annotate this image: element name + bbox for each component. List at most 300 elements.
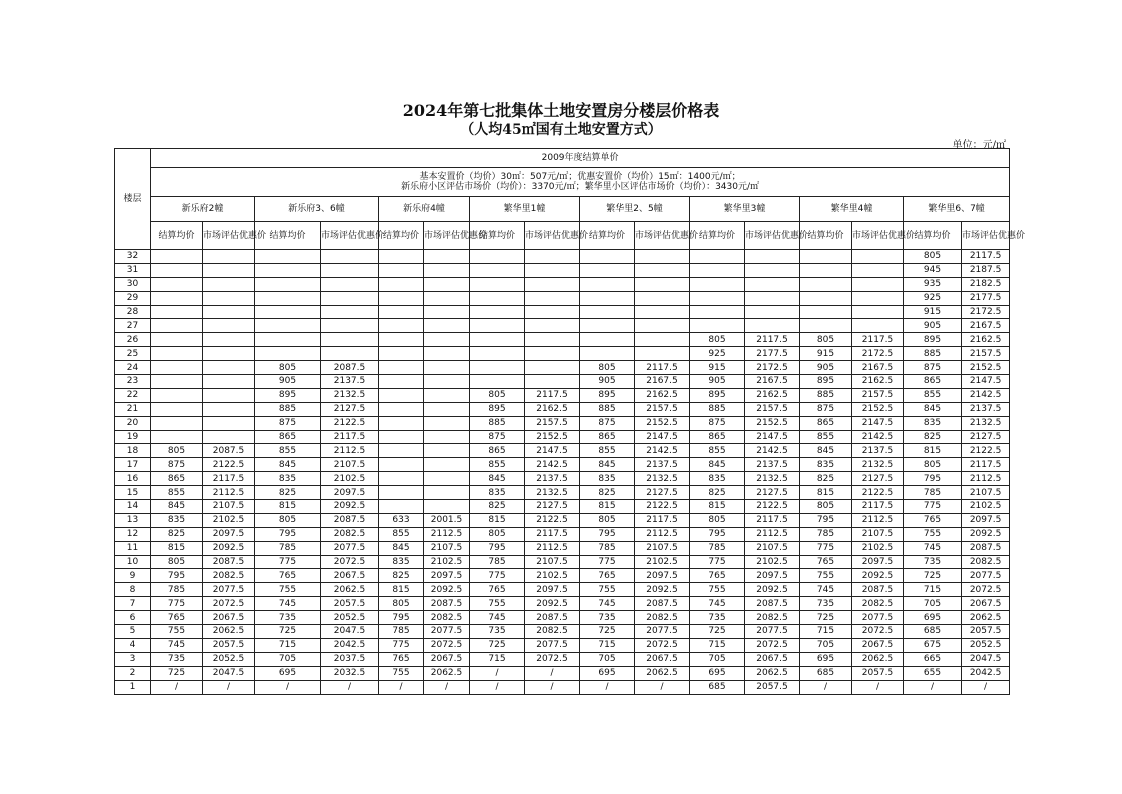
price-cell: 825 (470, 500, 525, 514)
table-row (115, 472, 1010, 486)
price-cell: 2032.5 (321, 666, 379, 680)
price-cell: 2067.5 (635, 652, 690, 666)
price-cell (424, 319, 470, 333)
price-cell: 2087.5 (962, 541, 1010, 555)
table-row (115, 291, 1010, 305)
price-cell (852, 250, 904, 264)
price-cell: 755 (580, 583, 635, 597)
price-cell (470, 333, 525, 347)
price-cell (321, 319, 379, 333)
price-cell (580, 347, 635, 361)
price-cell (580, 263, 635, 277)
table-row (115, 277, 1010, 291)
price-cell: 805 (255, 513, 321, 527)
price-cell: 845 (255, 458, 321, 472)
price-cell (800, 319, 852, 333)
price-cell: 735 (151, 652, 203, 666)
price-cell: 845 (470, 472, 525, 486)
price-cell (151, 430, 203, 444)
price-cell: 2162.5 (962, 333, 1010, 347)
price-cell: 2062.5 (745, 666, 800, 680)
price-cell: 775 (690, 555, 745, 569)
price-cell: 835 (255, 472, 321, 486)
price-cell: 835 (379, 555, 424, 569)
price-cell: 2147.5 (745, 430, 800, 444)
price-cell: 2097.5 (745, 569, 800, 583)
price-cell: 785 (800, 527, 852, 541)
price-cell: 855 (470, 458, 525, 472)
price-cell (852, 291, 904, 305)
price-cell: 905 (690, 375, 745, 389)
price-cell (379, 500, 424, 514)
price-cell: 2107.5 (635, 541, 690, 555)
floor-cell: 15 (115, 486, 151, 500)
price-cell (852, 319, 904, 333)
price-cell (745, 291, 800, 305)
price-cell: 815 (580, 500, 635, 514)
price-cell: / (203, 680, 255, 694)
price-cell: 2102.5 (852, 541, 904, 555)
price-cell (525, 277, 580, 291)
price-cell: 2107.5 (962, 486, 1010, 500)
price-cell: 2087.5 (321, 361, 379, 375)
price-cell: 815 (151, 541, 203, 555)
price-cell: 2102.5 (962, 500, 1010, 514)
price-cell: 2001.5 (424, 513, 470, 527)
price-cell: 2117.5 (525, 388, 580, 402)
price-cell: 765 (379, 652, 424, 666)
price-cell (203, 305, 255, 319)
price-cell: 2112.5 (852, 513, 904, 527)
price-cell (379, 361, 424, 375)
price-cell: 805 (151, 444, 203, 458)
price-cell: 805 (800, 500, 852, 514)
price-cell (255, 319, 321, 333)
price-cell: 2187.5 (962, 263, 1010, 277)
price-cell: 2122.5 (745, 500, 800, 514)
price-cell: 2137.5 (852, 444, 904, 458)
price-cell: 2057.5 (852, 666, 904, 680)
price-cell: 845 (580, 458, 635, 472)
price-cell: 2072.5 (203, 597, 255, 611)
price-cell: 2122.5 (635, 500, 690, 514)
floor-cell: 3 (115, 652, 151, 666)
price-cell (379, 305, 424, 319)
price-cell (203, 277, 255, 291)
price-cell (379, 388, 424, 402)
price-cell: 2062.5 (203, 625, 255, 639)
price-cell: 2077.5 (203, 583, 255, 597)
price-cell: 695 (800, 652, 852, 666)
price-cell (525, 250, 580, 264)
price-cell: 2137.5 (321, 375, 379, 389)
price-cell: 2092.5 (321, 500, 379, 514)
price-cell: 2092.5 (424, 583, 470, 597)
floor-cell: 27 (115, 319, 151, 333)
price-cell: 2127.5 (525, 500, 580, 514)
price-cell (379, 250, 424, 264)
price-cell (635, 333, 690, 347)
price-cell: 835 (904, 416, 962, 430)
price-cell (379, 375, 424, 389)
price-cell: 755 (255, 583, 321, 597)
price-cell: 765 (690, 569, 745, 583)
price-cell (580, 305, 635, 319)
price-cell: 705 (255, 652, 321, 666)
price-cell: 2082.5 (424, 611, 470, 625)
price-cell: 725 (904, 569, 962, 583)
price-cell: 2142.5 (525, 458, 580, 472)
table-row (115, 680, 1010, 694)
price-cell: 2152.5 (962, 361, 1010, 375)
price-cell: 2117.5 (525, 527, 580, 541)
price-cell: 2147.5 (962, 375, 1010, 389)
price-cell: 2052.5 (203, 652, 255, 666)
price-cell: 715 (470, 652, 525, 666)
price-cell: 865 (470, 444, 525, 458)
price-cell: 745 (690, 597, 745, 611)
price-cell: 665 (904, 652, 962, 666)
floor-cell: 5 (115, 625, 151, 639)
price-cell: 845 (800, 444, 852, 458)
price-cell: 2162.5 (635, 388, 690, 402)
price-cell: 725 (255, 625, 321, 639)
building-header: 繁华里2、5幢 (580, 197, 690, 222)
price-cell: / (424, 680, 470, 694)
price-cell (424, 333, 470, 347)
price-cell: 2122.5 (203, 458, 255, 472)
price-cell: 2062.5 (321, 583, 379, 597)
price-cell: 2122.5 (852, 486, 904, 500)
price-cell: 2107.5 (203, 500, 255, 514)
price-cell (424, 347, 470, 361)
price-cell: 675 (904, 638, 962, 652)
price-cell: 875 (255, 416, 321, 430)
price-cell: 685 (690, 680, 745, 694)
floor-cell: 12 (115, 527, 151, 541)
price-cell: 775 (379, 638, 424, 652)
price-cell (424, 416, 470, 430)
price-cell: 2097.5 (852, 555, 904, 569)
price-cell: 915 (904, 305, 962, 319)
price-cell (424, 402, 470, 416)
price-cell: 2042.5 (962, 666, 1010, 680)
base-price-line-2: 新乐府小区评估市场价（均价）：3370元/㎡；繁华里小区评估市场价（均价）：3430元/㎡ (401, 182, 760, 192)
building-header: 繁华里4幢 (800, 197, 904, 222)
price-cell: 2062.5 (962, 611, 1010, 625)
price-cell: 725 (580, 625, 635, 639)
floor-cell: 8 (115, 583, 151, 597)
price-cell (424, 458, 470, 472)
price-cell: 2067.5 (852, 638, 904, 652)
price-cell: 2107.5 (424, 541, 470, 555)
page-subtitle: （人均45㎡国有土地安置方式） (460, 122, 662, 138)
price-cell: 765 (255, 569, 321, 583)
price-cell: 805 (255, 361, 321, 375)
table-row (115, 458, 1010, 472)
price-cell: 785 (151, 583, 203, 597)
price-cell: 2142.5 (852, 430, 904, 444)
price-cell: 2102.5 (321, 472, 379, 486)
price-cell: 2057.5 (203, 638, 255, 652)
price-cell (379, 319, 424, 333)
price-cell: 2072.5 (321, 555, 379, 569)
price-cell (255, 263, 321, 277)
price-cell: 865 (151, 472, 203, 486)
price-cell: 835 (580, 472, 635, 486)
price-cell: / (525, 680, 580, 694)
floor-cell: 30 (115, 277, 151, 291)
price-cell: 2127.5 (635, 486, 690, 500)
price-cell (470, 375, 525, 389)
table-row (115, 444, 1010, 458)
price-cell: 2137.5 (525, 472, 580, 486)
price-cell: 745 (580, 597, 635, 611)
price-cell: 775 (904, 500, 962, 514)
price-cell: 2112.5 (745, 527, 800, 541)
price-cell: 2102.5 (525, 569, 580, 583)
table-row (115, 625, 1010, 639)
table-row (115, 388, 1010, 402)
price-cell: 725 (470, 638, 525, 652)
price-cell (635, 250, 690, 264)
price-table (114, 148, 1026, 695)
price-cell: 895 (255, 388, 321, 402)
table-row (115, 347, 1010, 361)
price-cell (745, 319, 800, 333)
price-cell: 2132.5 (321, 388, 379, 402)
price-cell: 805 (904, 458, 962, 472)
price-cell: 705 (580, 652, 635, 666)
price-cell: 2112.5 (203, 486, 255, 500)
price-cell: 825 (904, 430, 962, 444)
price-cell: 895 (580, 388, 635, 402)
price-cell: 895 (690, 388, 745, 402)
table-row (115, 305, 1010, 319)
price-cell: 2117.5 (962, 458, 1010, 472)
price-cell: 875 (904, 361, 962, 375)
price-cell (151, 416, 203, 430)
price-cell: / (321, 680, 379, 694)
market-discount-price-header: 市场评估优惠价 (745, 222, 800, 250)
price-cell (470, 277, 525, 291)
price-cell (255, 333, 321, 347)
price-cell: 765 (151, 611, 203, 625)
price-cell: 2057.5 (962, 625, 1010, 639)
price-cell: 2162.5 (525, 402, 580, 416)
price-cell: 2167.5 (635, 375, 690, 389)
price-cell: 905 (800, 361, 852, 375)
price-cell: 2102.5 (635, 555, 690, 569)
price-cell: / (525, 666, 580, 680)
price-cell (203, 333, 255, 347)
price-cell: 795 (470, 541, 525, 555)
price-cell: 2072.5 (424, 638, 470, 652)
price-cell: 855 (800, 430, 852, 444)
price-cell (800, 263, 852, 277)
price-cell (852, 277, 904, 291)
price-cell: 865 (690, 430, 745, 444)
price-cell: 875 (470, 430, 525, 444)
price-cell: 2062.5 (635, 666, 690, 680)
price-cell: 745 (255, 597, 321, 611)
price-cell: 695 (690, 666, 745, 680)
price-cell (690, 305, 745, 319)
price-cell: 2142.5 (635, 444, 690, 458)
price-cell: 2052.5 (962, 638, 1010, 652)
price-cell (525, 361, 580, 375)
price-cell: 825 (800, 472, 852, 486)
building-header: 繁华里3幢 (690, 197, 800, 222)
price-cell: 795 (800, 513, 852, 527)
table-row (115, 555, 1010, 569)
market-discount-price-header: 市场评估优惠价 (321, 222, 379, 250)
price-cell: 715 (580, 638, 635, 652)
price-cell (745, 305, 800, 319)
floor-header: 楼层 (115, 149, 151, 250)
price-cell: 715 (800, 625, 852, 639)
price-cell (151, 319, 203, 333)
price-cell: 815 (904, 444, 962, 458)
price-cell: 2072.5 (635, 638, 690, 652)
table-row (115, 319, 1010, 333)
floor-cell: 18 (115, 444, 151, 458)
price-cell: 845 (379, 541, 424, 555)
price-cell: 2087.5 (203, 444, 255, 458)
price-cell (852, 263, 904, 277)
price-cell: 2157.5 (852, 388, 904, 402)
price-cell: 2117.5 (852, 500, 904, 514)
price-cell (151, 347, 203, 361)
price-cell: 2127.5 (852, 472, 904, 486)
price-cell: 2087.5 (852, 583, 904, 597)
price-cell: 2112.5 (525, 541, 580, 555)
price-cell (203, 416, 255, 430)
price-cell: 2142.5 (962, 388, 1010, 402)
price-cell: 2062.5 (852, 652, 904, 666)
table-row (115, 333, 1010, 347)
price-cell: 835 (800, 458, 852, 472)
price-cell (203, 375, 255, 389)
price-cell (203, 291, 255, 305)
price-cell (321, 277, 379, 291)
price-cell (379, 472, 424, 486)
price-cell: 815 (470, 513, 525, 527)
price-cell: / (852, 680, 904, 694)
price-cell: 2112.5 (321, 444, 379, 458)
price-cell: / (255, 680, 321, 694)
table-row (115, 513, 1010, 527)
base-price-line-1: 基本安置价（均价）30㎡：507元/㎡；优惠安置价（均价）15㎡：1400元/㎡； (419, 172, 741, 182)
price-cell: 765 (904, 513, 962, 527)
price-cell (525, 263, 580, 277)
price-cell: 715 (690, 638, 745, 652)
price-cell: 795 (151, 569, 203, 583)
price-cell: 935 (904, 277, 962, 291)
table-row (115, 500, 1010, 514)
price-cell (852, 305, 904, 319)
price-cell: 2077.5 (962, 569, 1010, 583)
price-cell (470, 305, 525, 319)
price-cell: 725 (800, 611, 852, 625)
price-cell (424, 291, 470, 305)
price-cell: 785 (470, 555, 525, 569)
price-cell: 2062.5 (424, 666, 470, 680)
price-cell (424, 250, 470, 264)
price-cell (151, 263, 203, 277)
price-cell: 2157.5 (962, 347, 1010, 361)
base-price-info (151, 168, 1010, 197)
price-cell: 2067.5 (203, 611, 255, 625)
price-cell: 685 (800, 666, 852, 680)
price-cell: 2117.5 (635, 513, 690, 527)
price-cell: 2137.5 (635, 458, 690, 472)
settlement-price-header: 结算均价 (470, 222, 525, 250)
price-cell: 2092.5 (852, 569, 904, 583)
price-cell: 865 (904, 375, 962, 389)
price-cell: 785 (255, 541, 321, 555)
price-cell: 2097.5 (321, 486, 379, 500)
price-cell: 2132.5 (745, 472, 800, 486)
price-cell: 2042.5 (321, 638, 379, 652)
price-cell: / (962, 680, 1010, 694)
price-cell: 845 (151, 500, 203, 514)
price-cell (151, 375, 203, 389)
table-row (115, 263, 1010, 277)
market-discount-price-header: 市场评估优惠价 (852, 222, 904, 250)
price-cell: 795 (580, 527, 635, 541)
price-cell: 2092.5 (962, 527, 1010, 541)
price-cell (203, 361, 255, 375)
price-cell: 2092.5 (525, 597, 580, 611)
price-cell (151, 402, 203, 416)
price-cell: 765 (580, 569, 635, 583)
price-cell (255, 291, 321, 305)
price-cell: 705 (904, 597, 962, 611)
market-discount-price-header: 市场评估优惠价 (424, 222, 470, 250)
floor-cell: 32 (115, 250, 151, 264)
table-row (115, 416, 1010, 430)
price-cell: 825 (379, 569, 424, 583)
price-cell: 735 (800, 597, 852, 611)
price-cell: 795 (255, 527, 321, 541)
price-cell: 2107.5 (745, 541, 800, 555)
price-cell (580, 250, 635, 264)
price-cell: 2097.5 (424, 569, 470, 583)
price-cell: 855 (151, 486, 203, 500)
price-cell: 2132.5 (852, 458, 904, 472)
price-cell: 815 (690, 500, 745, 514)
price-cell: 815 (379, 583, 424, 597)
price-cell (690, 250, 745, 264)
price-cell: / (580, 680, 635, 694)
price-cell: 905 (255, 375, 321, 389)
settlement-price-header: 结算均价 (690, 222, 745, 250)
price-cell: 2112.5 (635, 527, 690, 541)
price-cell: 2162.5 (852, 375, 904, 389)
price-cell: 705 (690, 652, 745, 666)
price-cell: 695 (904, 611, 962, 625)
price-cell (203, 250, 255, 264)
price-cell: 2117.5 (745, 333, 800, 347)
price-cell: 885 (470, 416, 525, 430)
price-cell (470, 347, 525, 361)
price-cell: 855 (690, 444, 745, 458)
price-cell: 815 (255, 500, 321, 514)
price-cell (690, 319, 745, 333)
price-cell: 2057.5 (745, 680, 800, 694)
settlement-price-header: 结算均价 (800, 222, 852, 250)
